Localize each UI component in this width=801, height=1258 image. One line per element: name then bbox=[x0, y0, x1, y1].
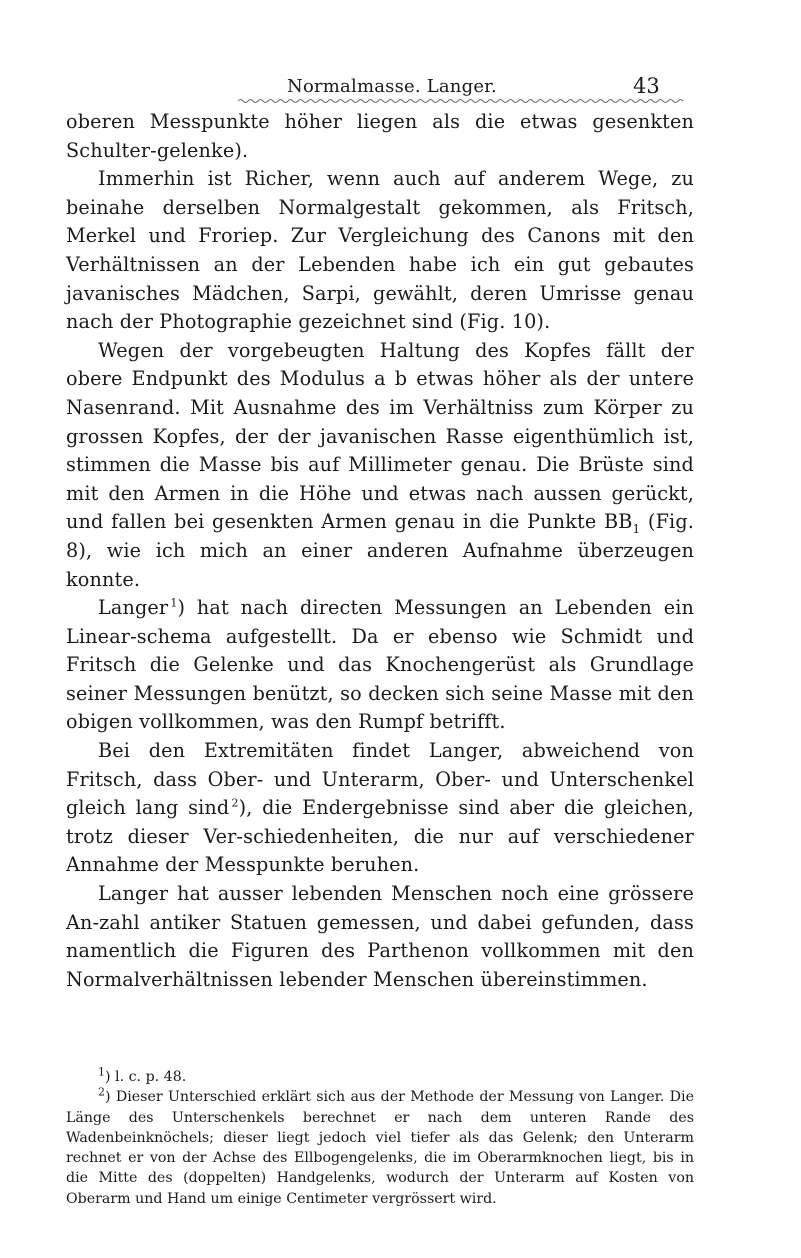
footnote-ref: 1 bbox=[170, 596, 178, 610]
footnote bbox=[66, 1067, 694, 1087]
subscript: 1 bbox=[632, 522, 641, 537]
running-title: Normalmasse. Langer. bbox=[287, 76, 497, 97]
footnote-ref: 2 bbox=[231, 796, 239, 810]
paragraph-text: Langer bbox=[98, 596, 169, 620]
paragraph-text: oberen Messpunkte höher liegen als die etwas gesenkten Schulter-gelenke). bbox=[66, 110, 694, 162]
paragraph-text: Langer hat ausser lebenden Menschen noch eine grössere An-zahl antiker Statuen gemessen, und dabei gefunden, dass namentlich die Figuren des Parthenon vollkommen mit den Normalverhältnissen lebender Menschen übereinstimmen. bbox=[66, 882, 694, 991]
footnote-text: ) Dieser Unterschied erklärt sich aus der Methode der Messung von Langer. Die Länge des Unterschenkels berechnet er nach dem unteren Rande des Wadenbeinknöchels; dieser liegt jedoch viel tiefer als das Gelenk; den Unterarm rechnet er von der Achse des Ellbogengelenks, die im Oberarmknochen liegt, bis in die Mitte des (doppelten) Handgelenks, wodurch der Unterarm auf Kosten von Oberarm und Hand um einige Centimeter vergrössert wird. bbox=[66, 1089, 694, 1207]
paragraph-text: (Fig. 8), wie ich mich an einer anderen Aufnahme überzeugen konnte. bbox=[66, 510, 694, 591]
main-text bbox=[66, 108, 694, 994]
footnote-mark: 1 bbox=[98, 1065, 105, 1079]
paragraph-text: Bei den Extremitäten findet Langer, abweichend von Fritsch, dass Ober- und Unterarm, Ober- und Unterschenkel gleich lang sind bbox=[66, 739, 694, 820]
page-header bbox=[0, 76, 801, 106]
wavy-header-rule bbox=[238, 97, 683, 105]
paragraph bbox=[66, 594, 694, 737]
paragraph-text: ), die Endergebnisse sind aber die gleichen, trotz dieser Ver-schiedenheiten, die nur auf verschiedener Annahme der Messpunkte beruhen. bbox=[66, 796, 695, 877]
paragraph-text: ) hat nach directen Messungen an Lebenden ein Linear-schema aufgestellt. Da er ebenso wie Schmidt und Fritsch die Gelenke und das Knochengerüst als Grundlage seiner Messungen benützt, so decken sich seine Masse mit den obigen vollkommen, was den Rumpf betrifft. bbox=[66, 596, 694, 734]
paragraph bbox=[66, 337, 694, 594]
paragraph bbox=[66, 108, 694, 165]
paragraph bbox=[66, 880, 694, 994]
footnote-mark: 2 bbox=[98, 1085, 105, 1099]
paragraph-text: Wegen der vorgebeugten Haltung des Kopfes fällt der obere Endpunkt des Modulus a b etwas höher als der untere Nasenrand. Mit Ausnahme des im Verhältniss zum Körper zu grossen Kopfes, der der javanischen Rasse eigenthümlich ist, stimmen die Masse bis auf Millimeter genau. Die Brüste sind mit den Armen in die Höhe und etwas nach aussen gerückt, und fallen bei gesenkten Armen genau in die Punkte BB bbox=[66, 338, 694, 534]
paragraph-text: Immerhin ist Richer, wenn auch auf anderem Wege, zu beinahe derselben Normalgestalt gekommen, als Fritsch, Merkel und Froriep. Zur Vergleichung des Canons mit den Verhältnissen an der Lebenden habe ich ein gut gebautes javanisches Mädchen, Sarpi, gewählt, deren Umrisse genau nach der Photographie gezeichnet sind (Fig. 10). bbox=[66, 167, 694, 334]
paragraph bbox=[66, 737, 694, 880]
paragraph bbox=[66, 165, 694, 337]
footnote bbox=[66, 1087, 694, 1209]
footnotes bbox=[66, 1067, 694, 1209]
page-number: 43 bbox=[633, 74, 660, 98]
footnote-text: ) l. c. p. 48. bbox=[105, 1069, 187, 1085]
